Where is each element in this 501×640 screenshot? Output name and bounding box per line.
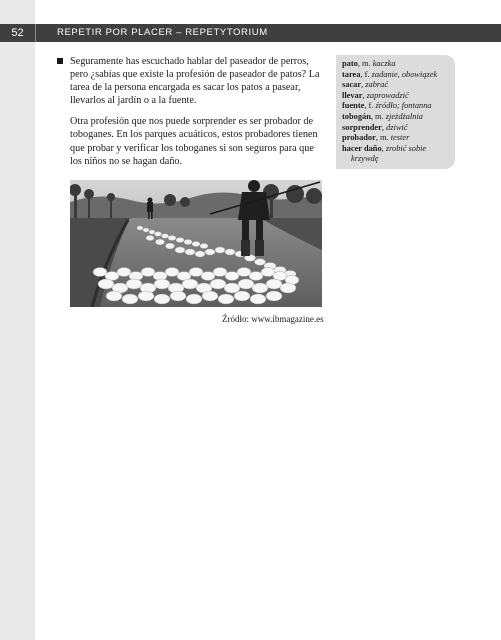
vocab-translation: zadanie, obowiązek [371,69,438,79]
vocabulary-box [336,55,455,169]
vocab-entry: llevar, zaprowadzić [342,90,409,100]
vocab-term: fuente [342,101,365,111]
vocab-translation: kaczka [372,59,396,68]
first-paragraph-block [70,55,325,107]
vocab-grammar: m. [380,133,389,143]
duck-herding-photo [70,180,322,307]
vocab-entry: probador, m. tester [342,133,410,143]
vocab-translation: dziwić [386,122,408,132]
vocab-translation: zjeżdżalnia [385,111,423,121]
page-number: 52 [0,24,35,42]
vocab-term: tarea [342,69,361,79]
vocab-term: sorprender [342,122,382,132]
header-separator [35,24,36,42]
vocab-translation: zaprowadzić [366,90,409,100]
duck-herding-photo-icon [70,180,322,307]
vocab-entry: sacar, zabrać [342,80,389,90]
vocab-term: llevar [342,90,363,100]
article-text [70,55,325,176]
vocab-grammar: m. [362,59,371,68]
vocab-entry: fuente, f. źródło; fontanna [342,101,432,111]
vocab-term: sacar [342,80,362,90]
vocab-entry: pato, m. kaczka [342,59,396,68]
vocab-entry: tarea, f. zadanie, obowiązek [342,69,438,79]
vocab-grammar: f. [368,101,374,111]
article-paragraph-1: Seguramente has escuchado hablar del paseador de perros, pero ¿sabías que existe la profesión de paseador de patos? La tarea de la persona encargada es sacar los patos a pasear, llevarlos al jardín o a la fuente. [70,56,320,107]
vocab-translation: zabrać [365,80,389,90]
running-header-title: REPETIR POR PLACER – REPETYTORIUM [57,27,268,38]
image-caption: Źródło: www.ibmagazine.es [222,314,324,324]
vocab-grammar: m. [375,111,384,121]
vocab-term: pato [342,59,358,68]
vocab-entry: tobogán, m. zjeżdżalnia [342,111,423,121]
vocab-translation: źródło; fontanna [375,101,432,111]
vocab-entry: hacer daño, zrobić sobie krzywdę [342,143,427,164]
vocab-grammar: f. [364,69,370,79]
vocab-term: hacer daño [342,143,382,153]
vocab-term: probador [342,133,376,143]
vocab-translation: tester [390,133,410,143]
article-paragraph-2: Otra profesión que nos puede sorprender es ser probador de toboganes. En los parques acuáticos, estos probadores tienen que probar y verificar los toboganes si son seguros para que los niños no se hagan daño. [70,116,318,167]
square-bullet-icon [57,58,63,64]
vocab-entry: sorprender, dziwić [342,122,408,132]
left-margin-strip [0,0,35,640]
vocab-translation: zrobić sobie krzywdę [351,143,427,164]
vocab-term: tobogán [342,111,371,121]
